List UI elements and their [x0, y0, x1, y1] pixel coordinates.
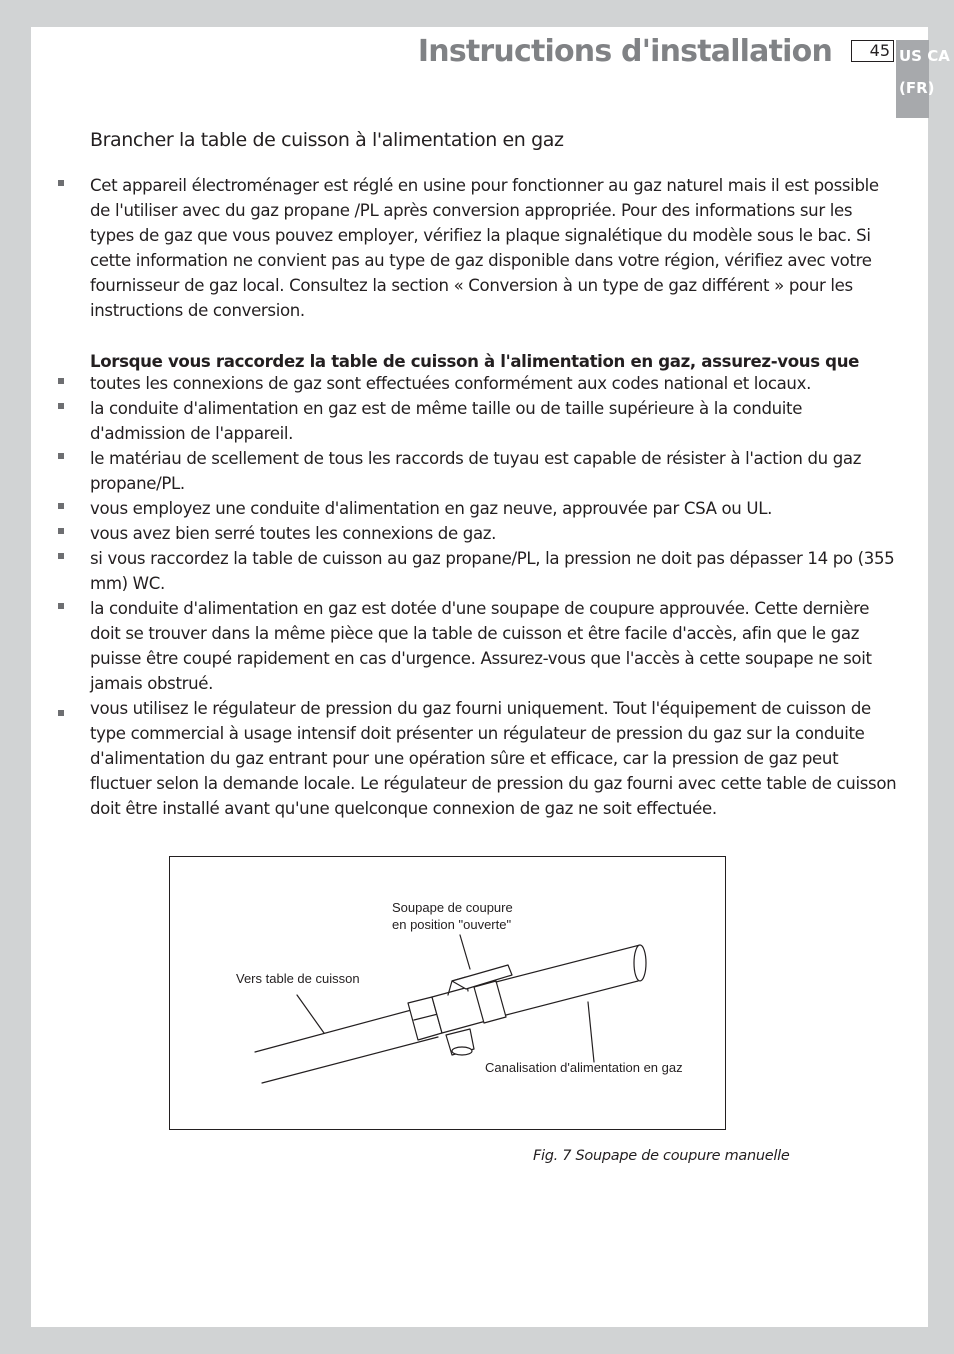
valve-figure [169, 856, 726, 1130]
region-tab-line1: US CA [899, 47, 950, 65]
checklist-item: la conduite d'alimentation en gaz est dotée d'une soupape de coupure approuvée. Cette dernière doit se trouver dans la même pièce que la table de cuisson et être facile d'accès, afin que le gaz puisse être coupé rapidement en cas d'urgence. Assurez-vous que l'accès à cette soupape ne soit jamais obstrué. [90, 599, 872, 693]
region-tab [896, 40, 950, 118]
bullet-marker [58, 378, 64, 384]
bullet-marker [58, 710, 64, 716]
checklist-heading: Lorsque vous raccordez la table de cuisson à l'alimentation en gaz, assurez-vous que [90, 352, 860, 371]
bullet-marker [58, 453, 64, 459]
valve-label-line2: en position "ouverte" [392, 917, 512, 932]
checklist-item: vous employez une conduite d'alimentation en gaz neuve, approuvée par CSA ou UL. [90, 499, 773, 518]
valve-label [392, 899, 513, 933]
checklist-item: vous avez bien serré toutes les connexions de gaz. [90, 524, 497, 543]
page-number: 45 [851, 40, 894, 62]
valve-label-line1: Soupape de coupure [392, 900, 513, 915]
page-title: Instructions d'installation [417, 34, 832, 69]
bullet-marker [58, 403, 64, 409]
intro-paragraph: Cet appareil électroménager est réglé en usine pour fonctionner au gaz naturel mais il est possible de l'utiliser avec du gaz propane /PL après conversion appropriée. Pour des informations sur les types de gaz que vous pouvez employer, vérifiez la plaque signalétique du modèle sous le bac. Si cette information ne convient pas au type de gaz disponible dans votre région, vérifiez avec votre fournisseur de gaz local. Consultez la section « Conversion à un type de gaz différent » pour les instructions de conversion. [90, 176, 879, 320]
checklist-item: toutes les connexions de gaz sont effectuées conformément aux codes national et locaux. [90, 374, 811, 393]
supply-label: Canalisation d'alimentation en gaz [485, 1060, 683, 1075]
checklist-item: le matériau de scellement de tous les raccords de tuyau est capable de résister à l'action du gaz propane/PL. [90, 449, 862, 493]
checklist-item: la conduite d'alimentation en gaz est de même taille ou de taille supérieure à la conduite d'admission de l'appareil. [90, 399, 803, 443]
checklist-item: si vous raccordez la table de cuisson au gaz propane/PL, la pression ne doit pas dépasser 14 po (355 mm) WC. [90, 549, 895, 593]
bullet-marker [58, 553, 64, 559]
bullet-marker [58, 503, 64, 509]
figure-caption: Fig. 7 Soupape de coupure manuelle [533, 1148, 790, 1164]
checklist-item: vous utilisez le régulateur de pression du gaz fourni uniquement. Tout l'équipement de cuisson de type commercial à usage intensif doit présenter un régulateur de pression du gaz sur la conduite d'alimentation du gaz entrant pour une opération sûre et efficace, car la pression de gaz peut fluctuer selon la demande locale. Le régulateur de pression du gaz fourni avec cette table de cuisson doit être installé avant qu'une quelconque connexion de gaz ne soit effectuée. [90, 699, 897, 818]
bullet-marker [58, 180, 64, 186]
section-heading: Brancher la table de cuisson à l'alimentation en gaz [90, 129, 564, 151]
cooktop-label: Vers table de cuisson [236, 971, 360, 986]
region-tab-line2: (FR) [899, 79, 935, 97]
bullet-marker [58, 603, 64, 609]
bullet-marker [58, 528, 64, 534]
